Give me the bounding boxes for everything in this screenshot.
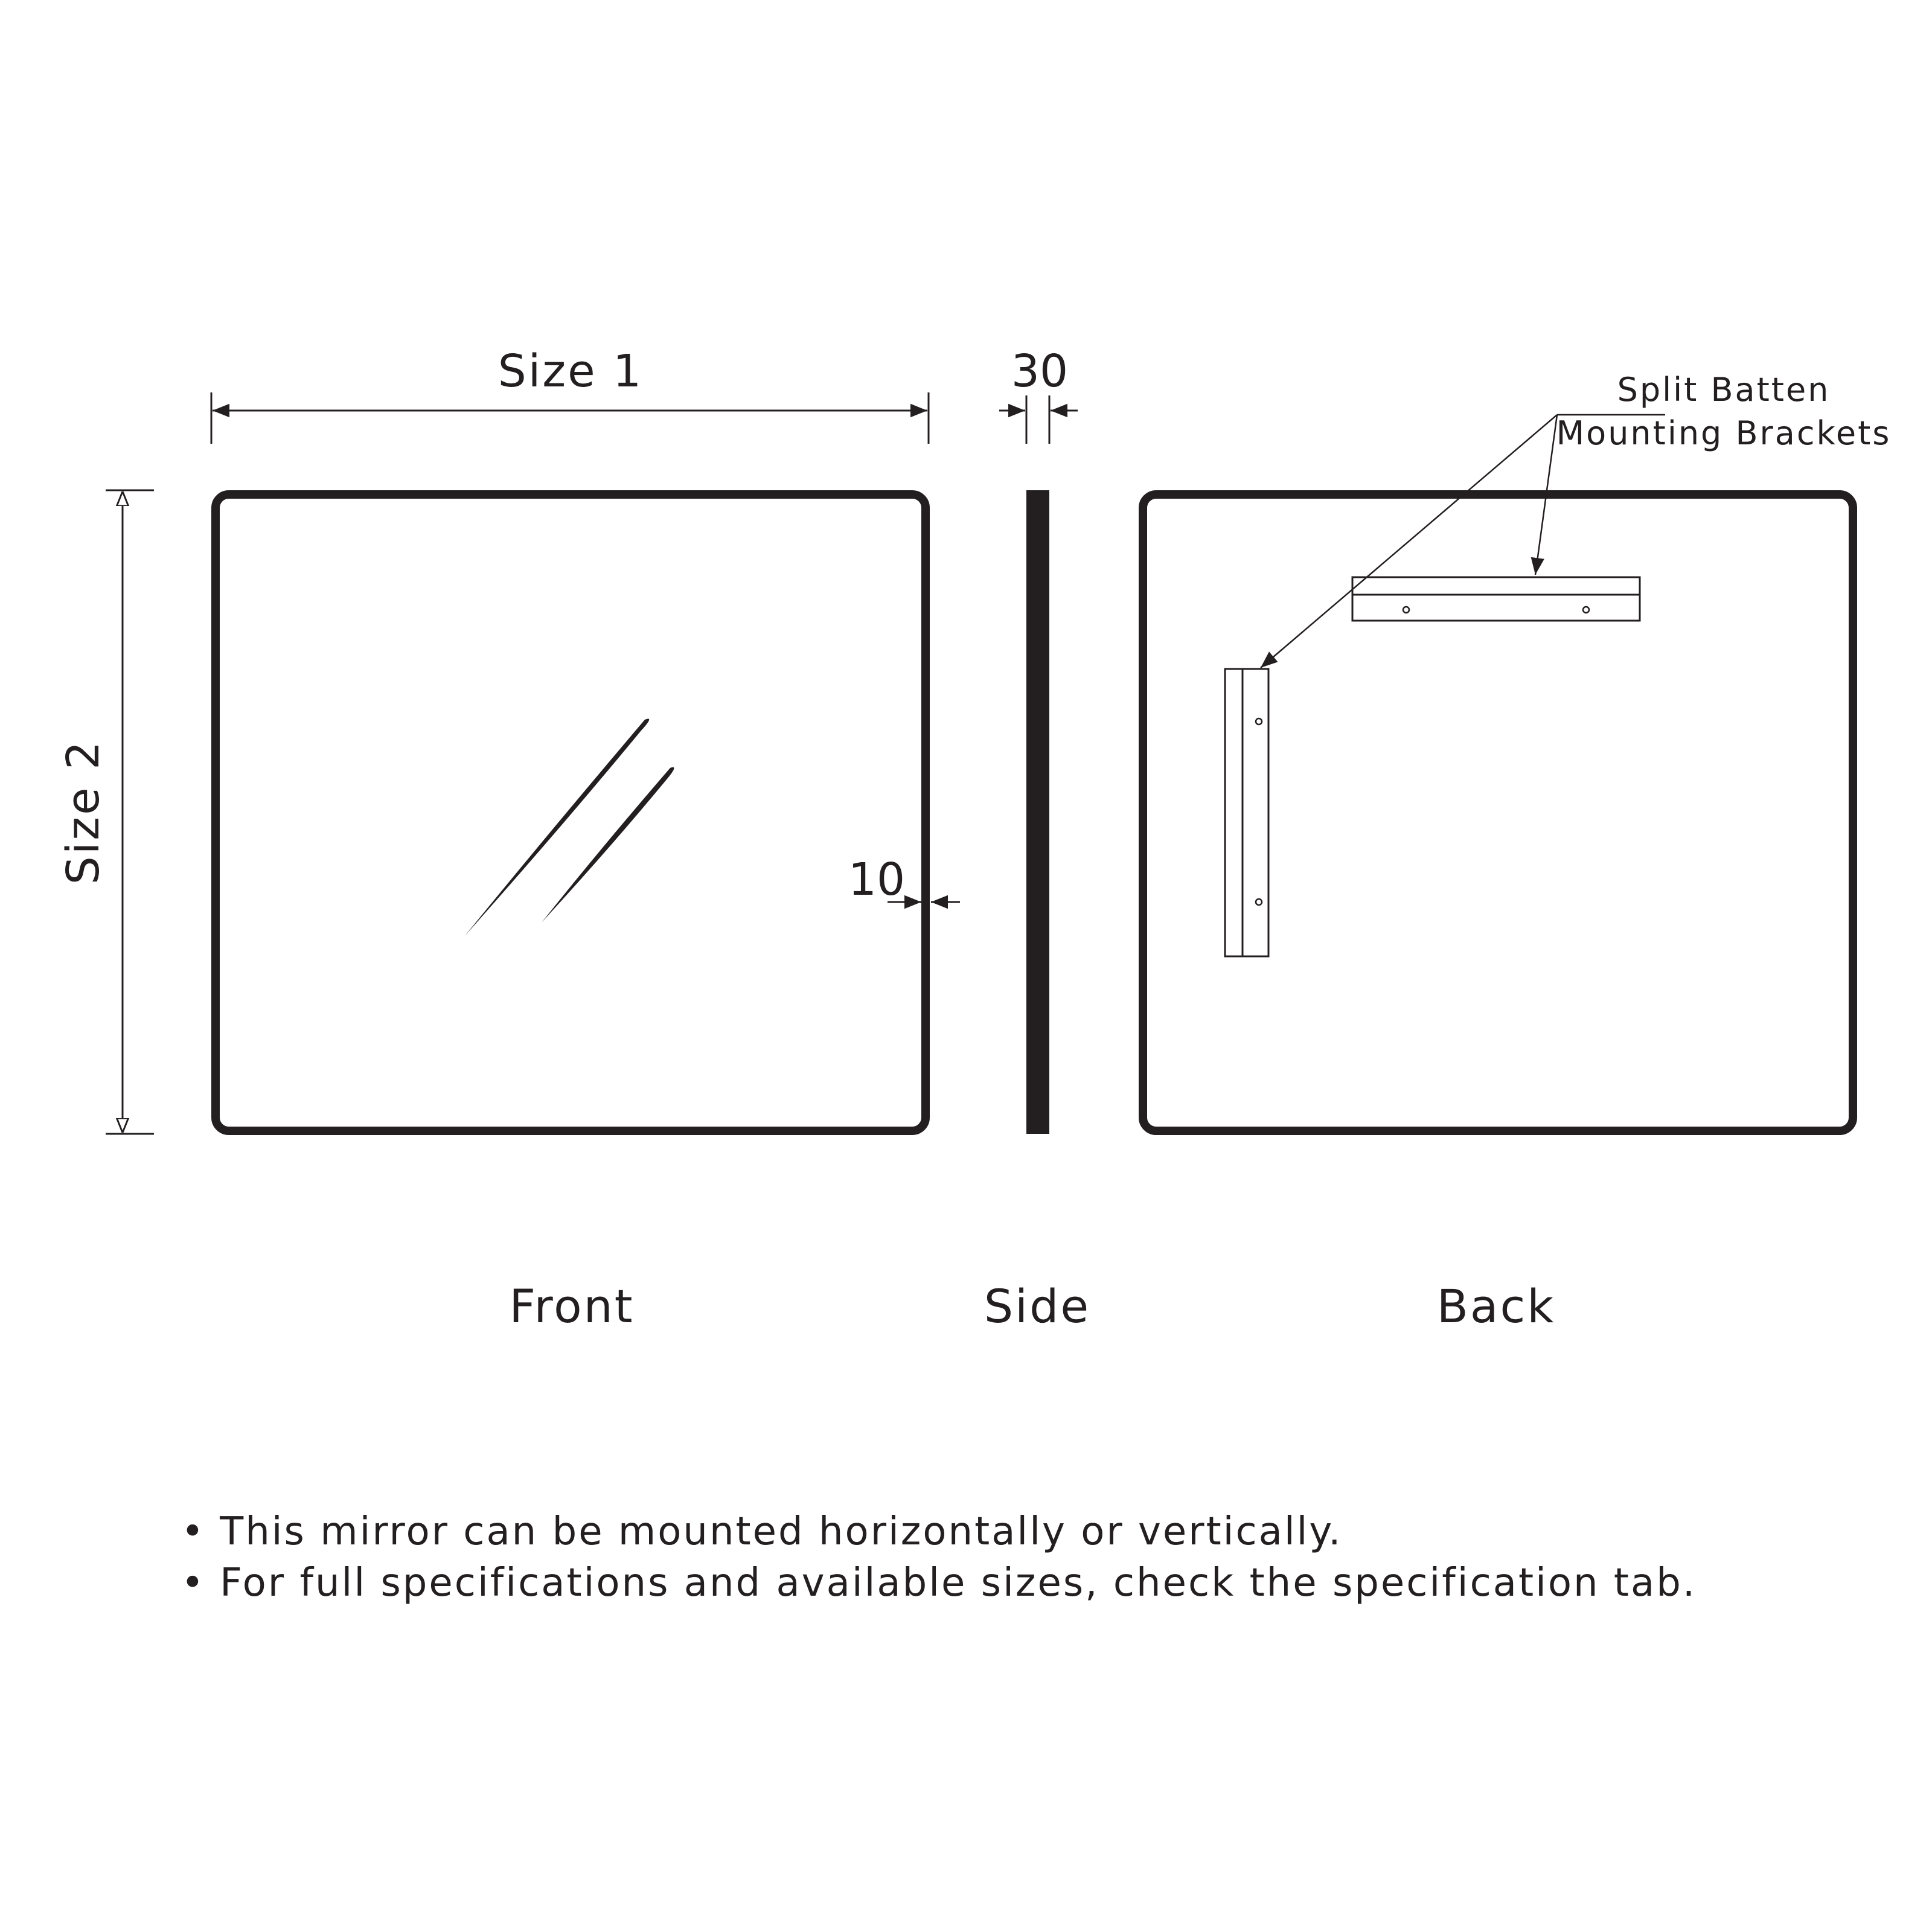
depth-value: 30 [1011,345,1069,397]
bracket-callout [1261,371,1891,668]
side-view [999,345,1078,1134]
front-caption: Front [509,1279,635,1333]
back-caption: Back [1436,1279,1556,1333]
note-mounting: • This mirror can be mounted horizontally or vertically. [181,1509,1343,1554]
height-label: Size 2 [57,739,109,885]
callout-line-1: Split Batten [1617,371,1831,409]
front-view [216,494,960,1131]
vertical-batten-bracket [1225,669,1268,956]
batten-body-vertical [1225,669,1268,956]
width-label: Size 1 [497,345,644,397]
glass-reflection-icon-small [542,767,674,923]
height-dimension [57,490,154,1134]
side-profile-bar [1026,490,1049,1134]
callout-leader-vertical [1261,415,1557,668]
frame-thickness-value: 10 [848,854,906,906]
width-dimension [211,345,929,444]
note-specifications: • For full specifications and available sizes, check the specification tab. [181,1561,1697,1605]
batten-body [1352,577,1640,621]
back-view [1143,371,1891,1131]
side-caption: Side [984,1279,1091,1333]
horizontal-batten-bracket [1352,577,1640,621]
callout-line-2: Mounting Brackets [1556,414,1892,452]
